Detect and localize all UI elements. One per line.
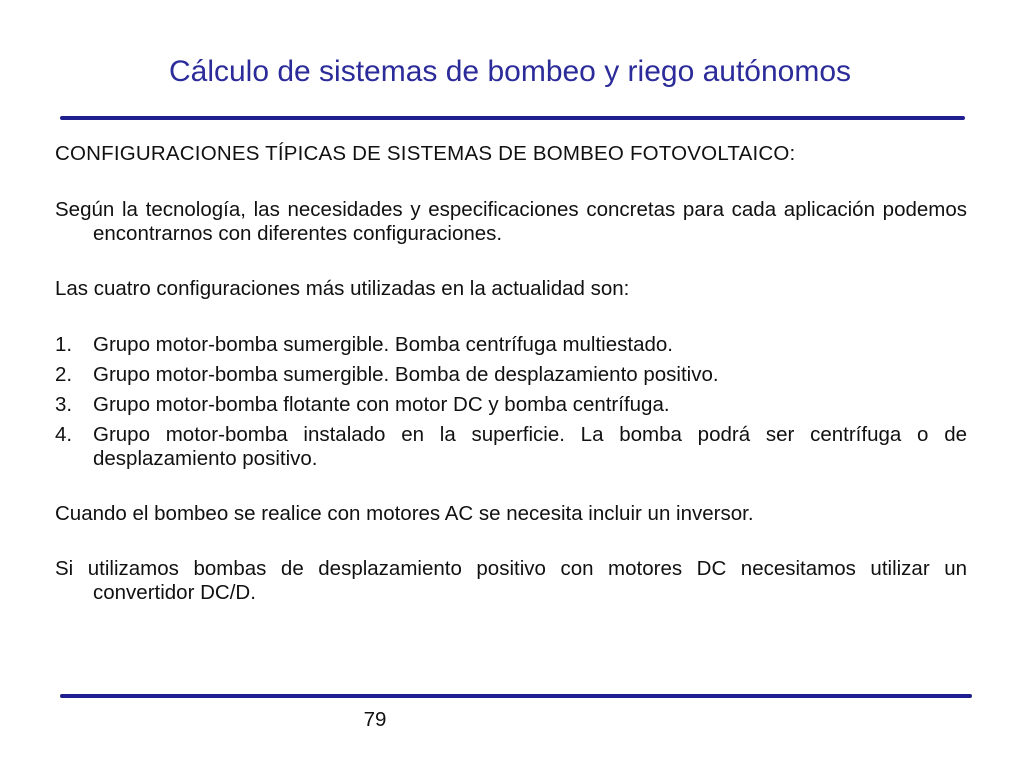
page-number: 79 [363,708,387,731]
slide-title: Cálculo de sistemas de bombeo y riego autónomos [168,55,852,88]
configurations-list [55,333,967,471]
inverter-paragraph: Cuando el bombeo se realice con motores AC se necesita incluir un inversor. [55,502,754,525]
top-divider [60,116,965,120]
list-item [55,423,967,471]
list-item [55,393,967,417]
list-item-text: Grupo motor-bomba instalado en la superficie. La bomba podrá ser centrífuga o de desplazamiento positivo. [93,423,967,470]
list-item-number: 2. [55,363,73,386]
slide-body [55,142,967,605]
list-item [55,363,967,387]
intro-paragraph: Según la tecnología, las necesidades y especificaciones concretas para cada aplicación podemos encontrarnos con diferentes configuraciones. [55,198,967,245]
list-item [55,333,967,357]
converter-paragraph: Si utilizamos bombas de desplazamiento positivo con motores DC necesitamos utilizar un convertidor DC/D. [55,557,967,604]
list-item-text: Grupo motor-bomba sumergible. Bomba centrífuga multiestado. [93,333,673,356]
section-heading: CONFIGURACIONES TÍPICAS DE SISTEMAS DE BOMBEO FOTOVOLTAICO: [55,142,796,165]
list-item-number: 4. [55,423,73,446]
list-item-number: 1. [55,333,73,356]
bottom-divider [60,694,972,698]
configurations-intro: Las cuatro configuraciones más utilizadas en la actualidad son: [55,277,630,300]
list-item-number: 3. [55,393,73,416]
list-item-text: Grupo motor-bomba sumergible. Bomba de desplazamiento positivo. [93,363,719,386]
list-item-text: Grupo motor-bomba flotante con motor DC y bomba centrífuga. [93,393,670,416]
